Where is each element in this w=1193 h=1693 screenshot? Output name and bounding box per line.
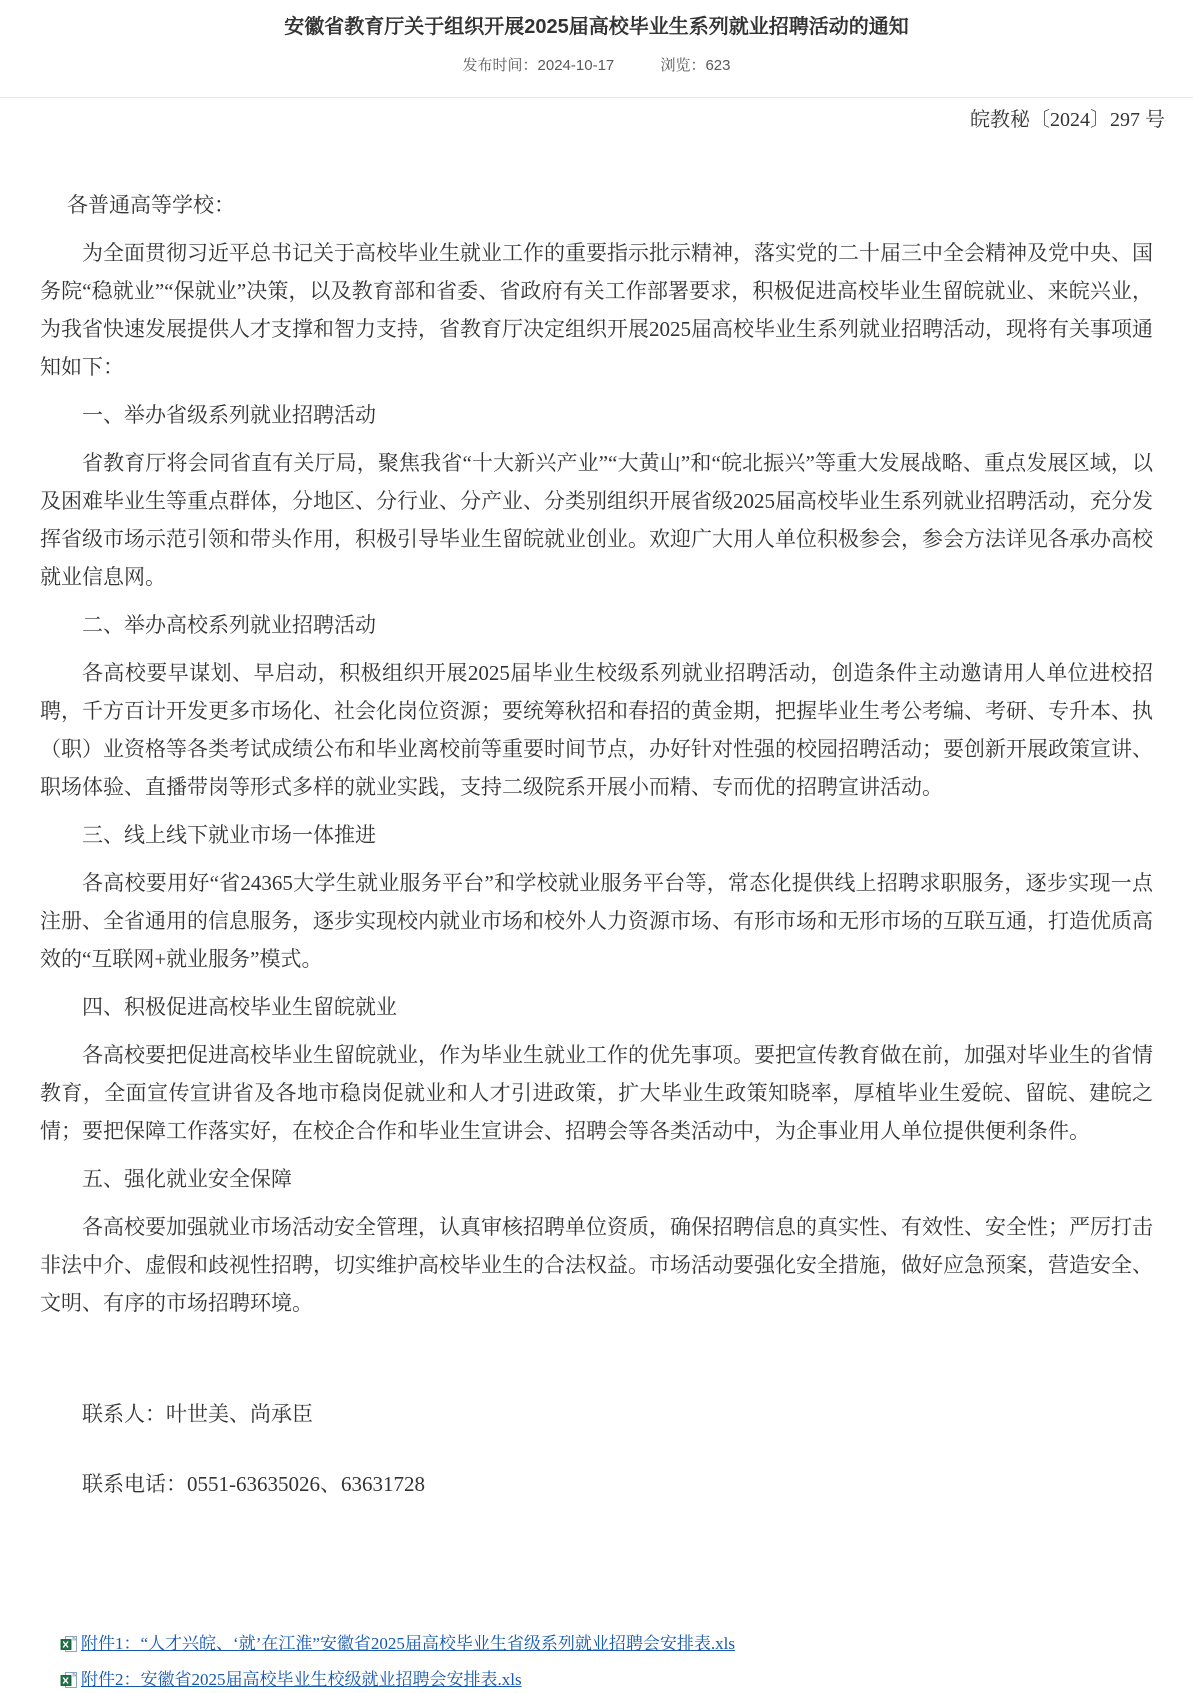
excel-file-icon: [60, 1635, 78, 1653]
meta-line: [0, 58, 1193, 73]
section-heading-5: 五、强化就业安全保障: [82, 1167, 292, 1191]
doc-number: 皖教秘〔2024〕297 号: [970, 109, 1165, 131]
page-title: 安徽省教育厅关于组织开展2025届高校毕业生系列就业招聘活动的通知: [284, 16, 909, 38]
publish-time-group: [463, 57, 615, 74]
attachment-row: [60, 1667, 1193, 1693]
views-count: 623: [705, 57, 731, 74]
salutation: 各普通高等学校：: [67, 193, 235, 217]
paragraph: 省教育厅将会同省直有关厅局，聚焦我省“十大新兴产业”“大黄山”和“皖北振兴”等重大发展战略、重点发展区域，以及困难毕业生等重点群体，分地区、分行业、分产业、分类别组织开展省级2025届高校毕业生系列就业招聘活动，充分发挥省级市场示范引领和带头作用，积极引导毕业生留皖就业创业。欢迎广大用人单位积极参会，参会方法详见各承办高校就业信息网。: [40, 451, 1153, 589]
attachment-1-label: 附件1：“人才兴皖、‘就’在江淮”安徽省2025届高校毕业生省级系列就业招聘会安排表.xls: [81, 1634, 736, 1653]
section-heading-3: 三、线上线下就业市场一体推进: [82, 823, 376, 847]
publish-time-value: 2024-10-17: [537, 57, 615, 74]
section-heading-4: 四、积极促进高校毕业生留皖就业: [82, 995, 397, 1019]
views-group: [660, 57, 730, 74]
views-label: 浏览：: [660, 57, 706, 74]
paragraph: 各高校要早谋划、早启动，积极组织开展2025届毕业生校级系列就业招聘活动，创造条件主动邀请用人单位进校招聘，千方百计开发更多市场化、社会化岗位资源；要统筹秋招和春招的黄金期，把握毕业生考公考编、考研、专升本、执（职）业资格等各类考试成绩公布和毕业离校前等重要时间节点，办好针对性强的校园招聘活动；要创新开展政策宣讲、职场体验、直播带岗等形式多样的就业实践，支持二级院系开展小而精、专而优的招聘宣讲活动。: [40, 661, 1153, 799]
section-heading-2: 二、举办高校系列就业招聘活动: [82, 613, 376, 637]
attachment-2-link[interactable]: [60, 1668, 522, 1692]
attachment-2-label: 附件2：安徽省2025届高校毕业生校级就业招聘会安排表.xls: [81, 1670, 522, 1689]
attachment-row: [60, 1631, 1193, 1657]
paragraph: 为全面贯彻习近平总书记关于高校毕业生就业工作的重要指示批示精神，落实党的二十届三中全会精神及党中央、国务院“稳就业”“保就业”决策，以及教育部和省委、省政府有关工作部署要求，积极促进高校毕业生留皖就业、来皖兴业，为我省快速发展提供人才支撑和智力支持，省教育厅决定组织开展2025届高校毕业生系列就业招聘活动，现将有关事项通知如下：: [40, 241, 1153, 379]
contact-phone-line: 联系电话：0551-63635026、63631728: [82, 1472, 425, 1496]
attachment-list: [0, 1631, 1193, 1693]
section-heading-1: 一、举办省级系列就业招聘活动: [82, 403, 376, 427]
document-header: [0, 0, 1193, 73]
attachment-1-link[interactable]: [60, 1632, 735, 1656]
paragraph: 各高校要把促进高校毕业生留皖就业，作为毕业生就业工作的优先事项。要把宣传教育做在前，加强对毕业生的省情教育，全面宣传宣讲省及各地市稳岗促就业和人才引进政策，扩大毕业生政策知晓率，厚植毕业生爱皖、留皖、建皖之情；要把保障工作落实好，在校企合作和毕业生宣讲会、招聘会等各类活动中，为企事业用人单位提供便利条件。: [40, 1043, 1153, 1143]
notice-body: [0, 186, 1193, 1503]
contact-person-line: 联系人：叶世美、尚承臣: [82, 1402, 313, 1426]
paragraph: 各高校要用好“省24365大学生就业服务平台”和学校就业服务平台等，常态化提供线上招聘求职服务，逐步实现一点注册、全省通用的信息服务，逐步实现校内就业市场和校外人力资源市场、有形市场和无形市场的互联互通，打造优质高效的“互联网+就业服务”模式。: [40, 871, 1153, 971]
publish-time-label: 发布时间：: [462, 57, 538, 74]
header-divider: [0, 97, 1193, 98]
paragraph: 各高校要加强就业市场活动安全管理，认真审核招聘单位资质，确保招聘信息的真实性、有效性、安全性；严厉打击非法中介、虚假和歧视性招聘，切实维护高校毕业生的合法权益。市场活动要强化安全措施，做好应急预案，营造安全、文明、有序的市场招聘环境。: [40, 1215, 1153, 1315]
excel-file-icon: [60, 1671, 78, 1689]
